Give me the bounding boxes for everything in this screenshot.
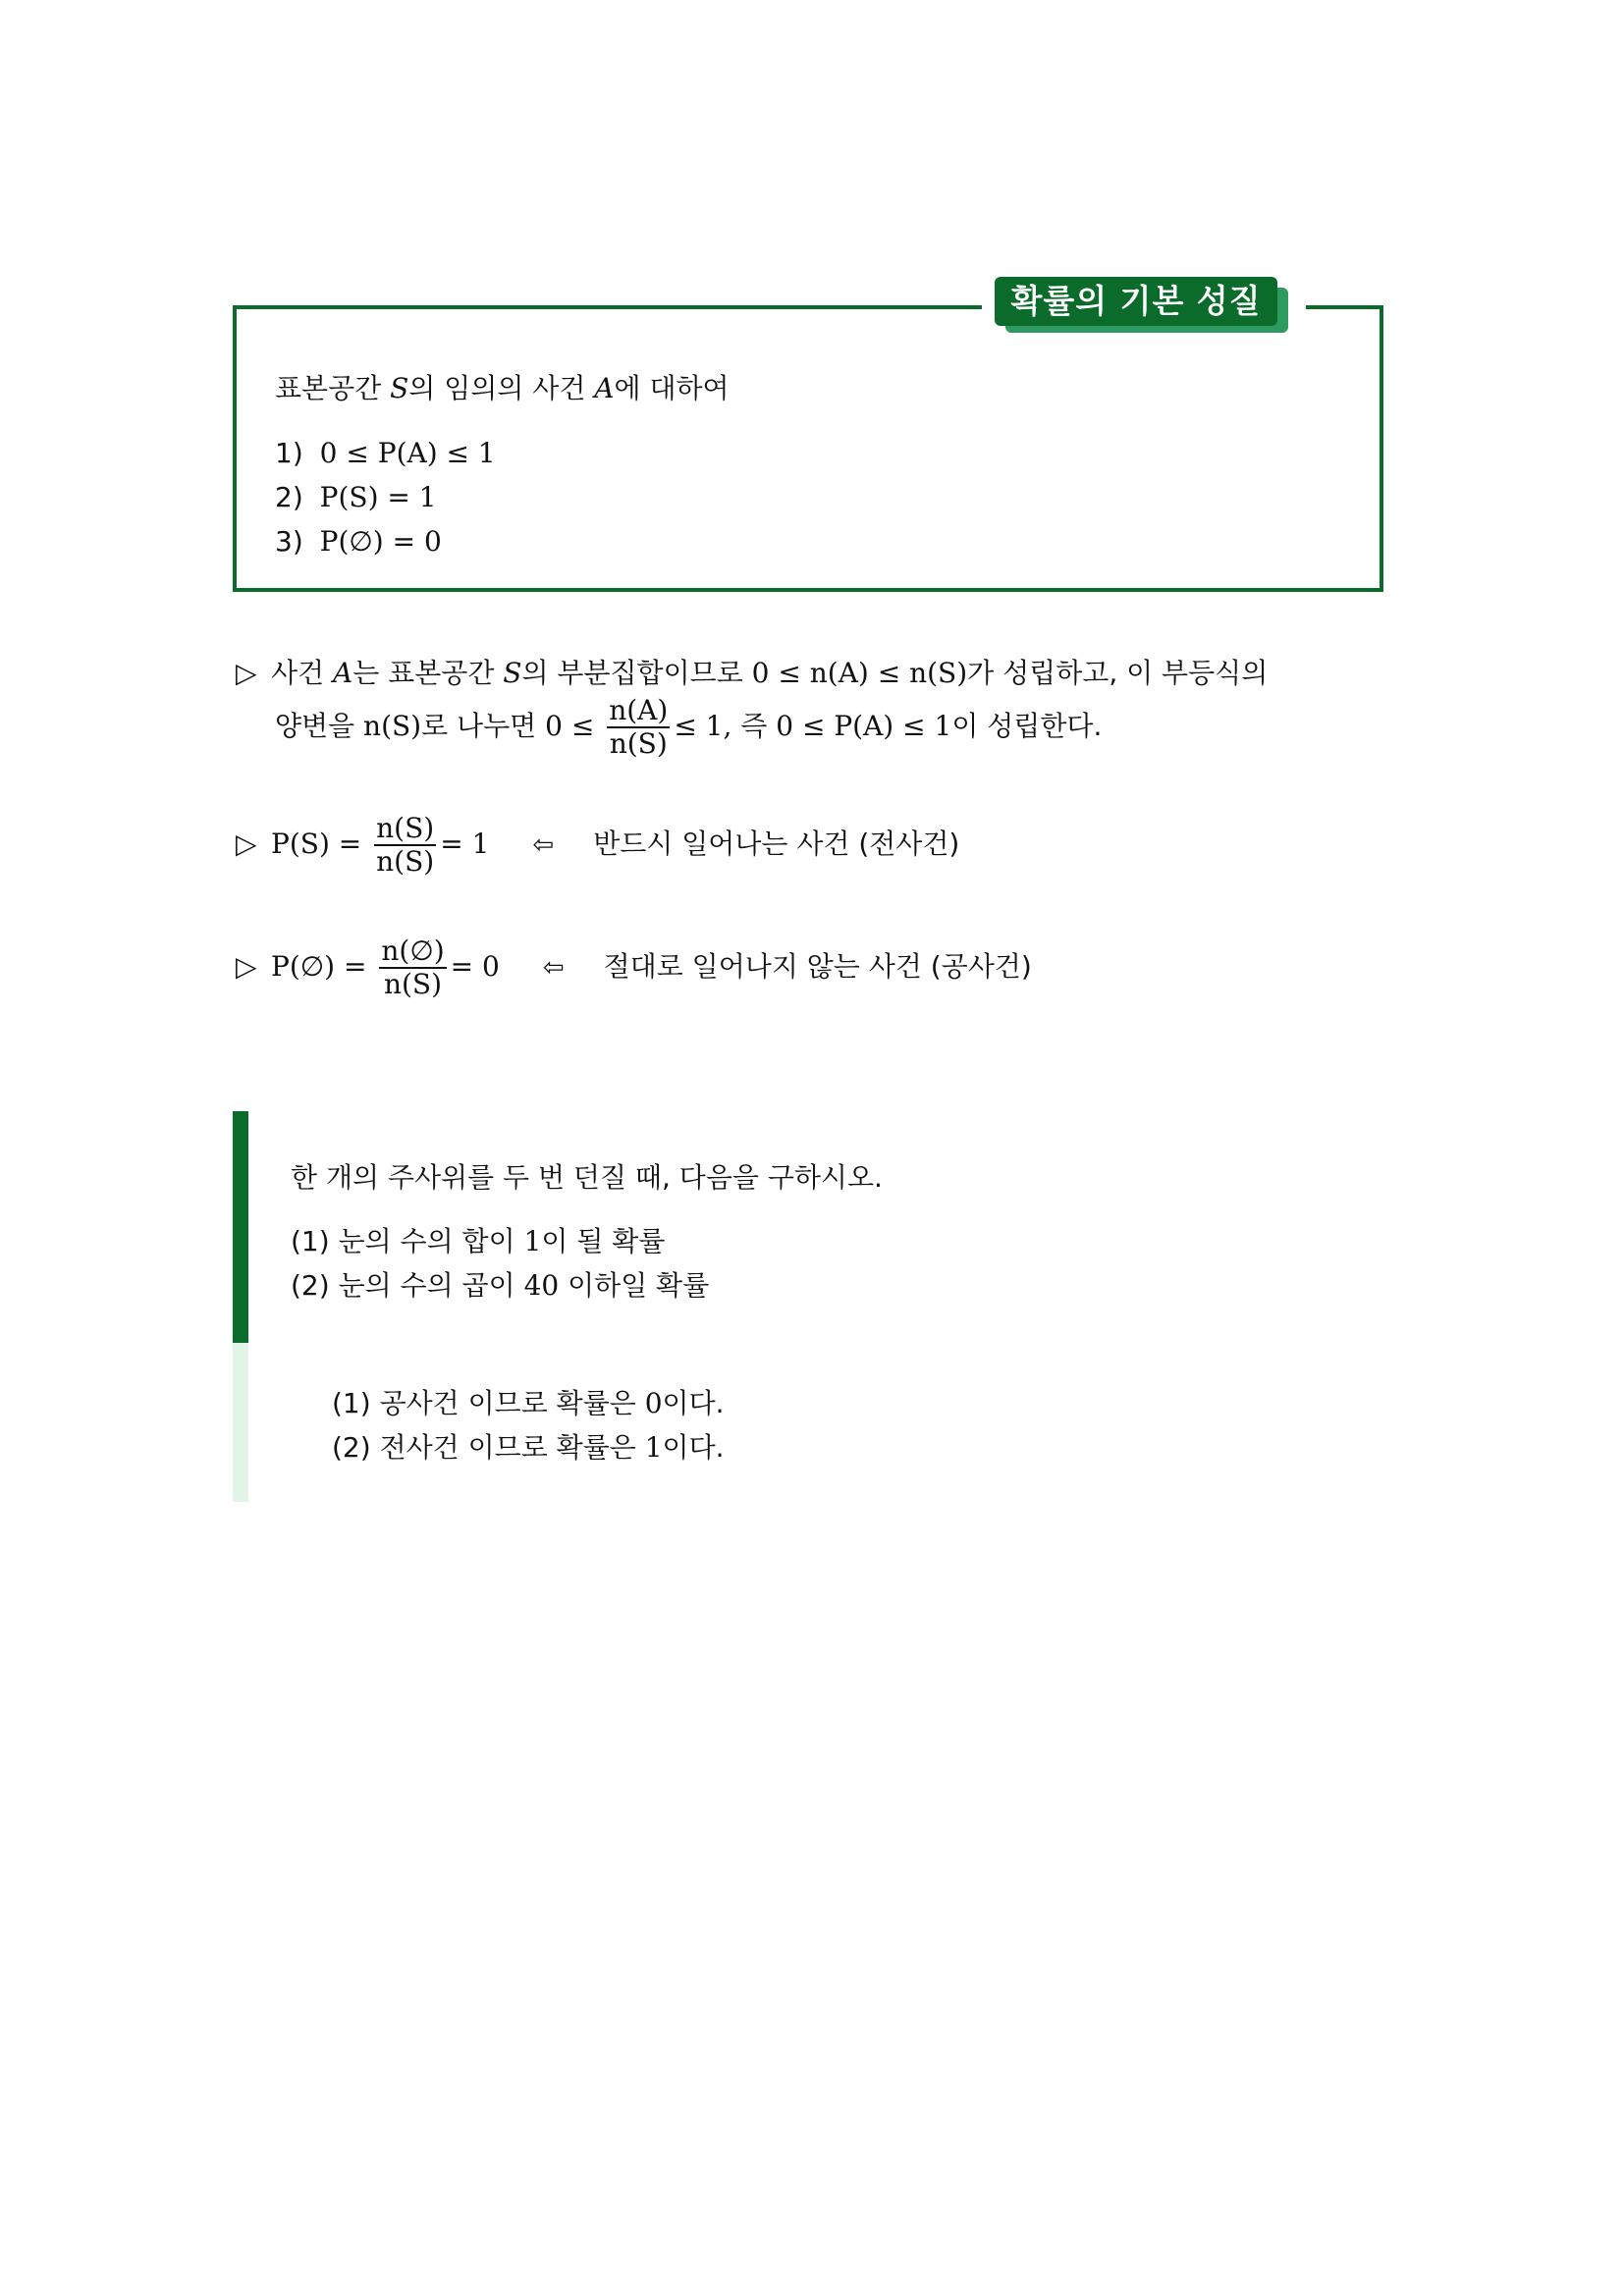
- explain1-text: 가 성립하고, 이 부등식의: [967, 657, 1269, 689]
- explain1-text: 사건: [271, 657, 333, 689]
- fraction-numerator: n(S): [376, 812, 435, 844]
- explain1-rhs: ≤ 1,: [674, 710, 732, 742]
- fraction-numerator: n(∅): [381, 934, 445, 967]
- property-item-expr: P(∅) = 0: [319, 525, 442, 558]
- fraction-numerator: n(A): [609, 694, 669, 726]
- explain1-var-a: A: [333, 657, 353, 689]
- answer-item: [332, 1382, 725, 1421]
- answer-text: 이다.: [662, 1431, 725, 1464]
- explain3-rhs: = 0: [450, 950, 500, 983]
- section-title: 확률의 기본 성질: [995, 277, 1277, 326]
- explain1-inequality: 0 ≤ n(A) ≤ n(S): [751, 657, 968, 689]
- fraction-denominator: n(S): [376, 845, 435, 878]
- answer-text: (1) 공사건 이므로 확률은: [332, 1387, 645, 1419]
- property-item: [275, 481, 437, 513]
- explain2-note: 반드시 일어나는 사건 (전사건): [593, 828, 960, 860]
- example-item: [291, 1220, 665, 1259]
- left-arrow-icon: ⇦: [542, 953, 565, 983]
- fraction-denominator: n(S): [383, 968, 443, 1000]
- explain1-text: 로 나누면: [421, 710, 546, 742]
- property-item-expr: 0 ≤ P(A) ≤ 1: [319, 437, 496, 469]
- explain1-line1: [236, 652, 1268, 691]
- triangle-bullet-icon: ▷: [236, 828, 257, 860]
- title-tab: [995, 277, 1289, 336]
- answer-text: 이다.: [662, 1387, 725, 1419]
- property-item-number: 1): [275, 437, 303, 469]
- explain1-text: 이 성립한다.: [951, 710, 1103, 742]
- triangle-bullet-icon: ▷: [236, 657, 257, 689]
- explain1-result: 0 ≤ P(A) ≤ 1: [776, 710, 952, 742]
- intro-text-3: 에 대하여: [614, 372, 730, 404]
- example-item-number: 1: [523, 1225, 542, 1257]
- example-question: 한 개의 주사위를 두 번 던질 때, 다음을 구하시오.: [291, 1161, 883, 1194]
- property-item: [275, 525, 442, 558]
- explain1-line2: [275, 695, 1102, 760]
- explain3-note: 절대로 일어나지 않는 사건 (공사건): [603, 950, 1032, 983]
- answer-bar: [233, 1343, 248, 1502]
- explain3-lhs: P(∅) =: [271, 950, 367, 983]
- answer-number: 1: [644, 1431, 663, 1464]
- explain1-fraction: [607, 695, 670, 760]
- box-intro: [275, 367, 730, 406]
- explain3-line: [236, 935, 1032, 1000]
- fraction-denominator: n(S): [609, 727, 668, 760]
- explain2-lhs: P(S) =: [271, 828, 362, 860]
- example-item-text: 이하일 확률: [559, 1269, 710, 1302]
- explain1-text: 양변을: [275, 710, 364, 742]
- example-item-text: (1) 눈의 수의 합이: [291, 1225, 524, 1257]
- explain2-rhs: = 1: [440, 828, 490, 860]
- property-item-number: 2): [275, 481, 303, 513]
- explain1-lhs: 0 ≤: [545, 710, 595, 742]
- answer-number: 0: [644, 1387, 663, 1419]
- answer-text: (2) 전사건 이므로 확률은: [332, 1431, 645, 1464]
- property-item-expr: P(S) = 1: [319, 481, 437, 513]
- explain1-var-s: S: [503, 657, 522, 689]
- left-arrow-icon: ⇦: [532, 830, 555, 860]
- triangle-bullet-icon: ▷: [236, 950, 257, 983]
- example-item: [291, 1264, 709, 1304]
- property-item-number: 3): [275, 525, 303, 558]
- intro-text-2: 의 임의의 사건: [408, 372, 595, 404]
- explain2-fraction: [374, 813, 436, 878]
- intro-var-a: A: [594, 372, 615, 404]
- intro-text-1: 표본공간: [275, 372, 391, 404]
- explain1-text: 의 부분집합이므로: [521, 657, 752, 689]
- explain1-ns: n(S): [363, 710, 422, 742]
- answer-item: [332, 1426, 725, 1466]
- example-item-text: (2) 눈의 수의 곱이: [291, 1269, 524, 1302]
- property-item: [275, 437, 496, 469]
- explain2-line: [236, 813, 959, 878]
- explain3-fraction: [379, 935, 446, 1000]
- explain1-text: 즉: [731, 710, 777, 742]
- explain1-text: 는 표본공간: [352, 657, 504, 689]
- example-bar: [233, 1111, 248, 1343]
- example-item-number: 40: [523, 1269, 560, 1302]
- intro-var-s: S: [390, 372, 409, 404]
- example-item-text: 이 될 확률: [541, 1225, 666, 1257]
